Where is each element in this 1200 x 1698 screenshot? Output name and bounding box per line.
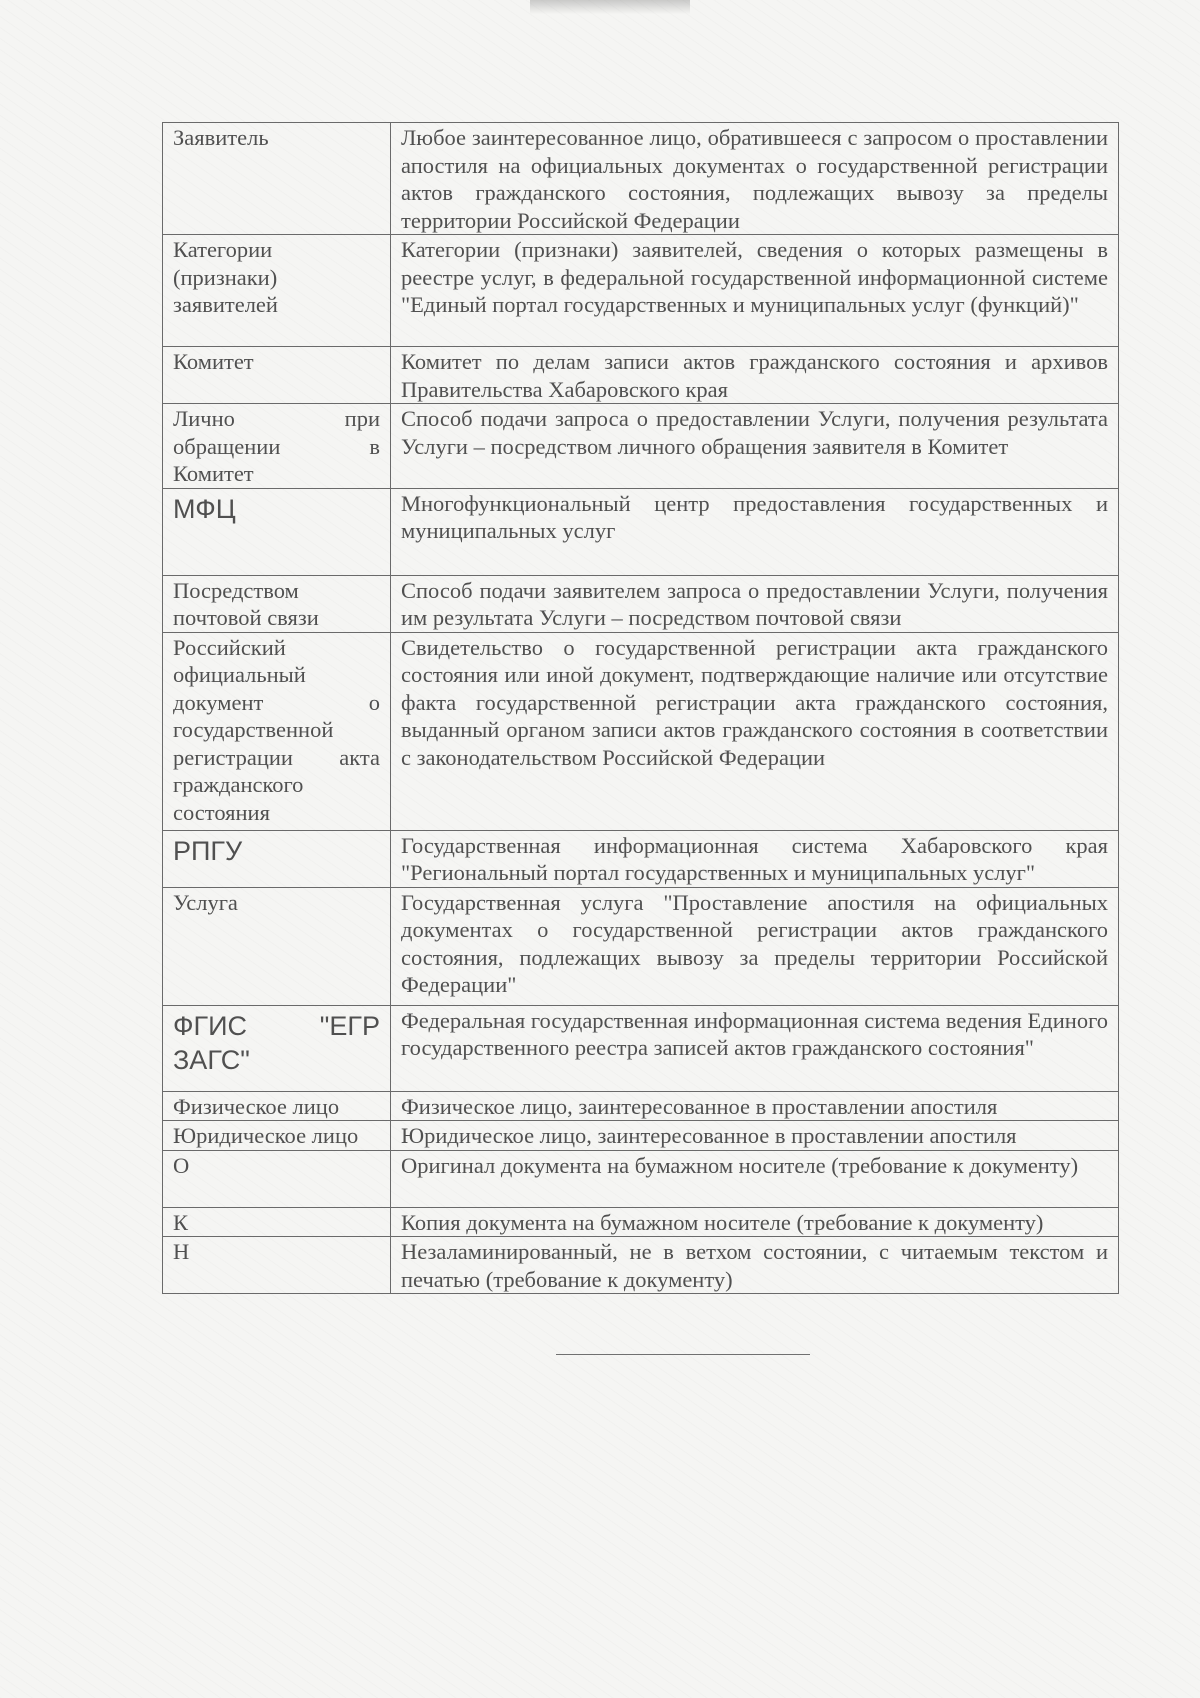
end-of-document-rule bbox=[556, 1354, 810, 1355]
term-cell: К bbox=[163, 1207, 391, 1237]
term-cell: Комитет bbox=[163, 347, 391, 404]
definition-cell: Свидетельство о государственной регистрации акта гражданского состояния или иной документ, подтверждающие наличие или отсутствие факта государственной регистрации акта гражданского состояния, выданный органом записи актов гражданского состояния в соответствии с законодательством Российской Федерации bbox=[391, 632, 1119, 830]
definition-cell: Категории (признаки) заявителей, сведения о которых размещены в реестре услуг, в федеральной государственной информационной системе "Единый портал государственных и муниципальных услуг (функций)" bbox=[391, 235, 1119, 347]
scan-artifact bbox=[530, 0, 690, 14]
term-cell: Заявитель bbox=[163, 123, 391, 235]
definition-cell: Физическое лицо, заинтересованное в проставлении апостиля bbox=[391, 1091, 1119, 1121]
term-cell: РПГУ bbox=[163, 830, 391, 887]
table-row bbox=[163, 575, 1119, 632]
definition-cell: Способ подачи запроса о предоставлении Услуги, получения результата Услуги – посредством личного обращения заявителя в Комитет bbox=[391, 404, 1119, 489]
table-row bbox=[163, 1237, 1119, 1294]
term-cell: Российский официальный документ о государственной регистрации акта гражданского состояния bbox=[163, 632, 391, 830]
definition-cell: Юридическое лицо, заинтересованное в проставлении апостиля bbox=[391, 1121, 1119, 1151]
table-row bbox=[163, 830, 1119, 887]
table-row bbox=[163, 347, 1119, 404]
table-row bbox=[163, 1091, 1119, 1121]
term-cell: Категории (признаки) заявителей bbox=[163, 235, 391, 347]
term-cell: МФЦ bbox=[163, 488, 391, 575]
definition-cell: Государственная информационная система Хабаровского края "Региональный портал государственных и муниципальных услуг" bbox=[391, 830, 1119, 887]
definition-cell: Федеральная государственная информационная система ведения Единого государственного реестра записей актов гражданского состояния" bbox=[391, 1005, 1119, 1091]
definition-cell: Государственная услуга "Проставление апостиля на официальных документах о государственной регистрации актов гражданского состояния, подлежащих вывозу за пределы территории Российской Федерации" bbox=[391, 887, 1119, 1005]
definition-cell: Многофункциональный центр предоставления государственных и муниципальных услуг bbox=[391, 488, 1119, 575]
term-cell: Услуга bbox=[163, 887, 391, 1005]
definition-cell: Незаламинированный, не в ветхом состоянии, с читаемым текстом и печатью (требование к документу) bbox=[391, 1237, 1119, 1294]
term-cell: Юридическое лицо bbox=[163, 1121, 391, 1151]
term-cell: Посредством почтовой связи bbox=[163, 575, 391, 632]
table-row bbox=[163, 1150, 1119, 1207]
definition-cell: Комитет по делам записи актов гражданского состояния и архивов Правительства Хабаровского края bbox=[391, 347, 1119, 404]
term-cell: ФГИС "ЕГР ЗАГС" bbox=[163, 1005, 391, 1091]
definition-cell: Любое заинтересованное лицо, обратившееся с запросом о проставлении апостиля на официальных документах о государственной регистрации актов гражданского состояния, подлежащих вывозу за пределы территории Российской Федерации bbox=[391, 123, 1119, 235]
definition-cell: Оригинал документа на бумажном носителе (требование к документу) bbox=[391, 1150, 1119, 1207]
table-row bbox=[163, 488, 1119, 575]
definition-cell: Копия документа на бумажном носителе (требование к документу) bbox=[391, 1207, 1119, 1237]
glossary-table bbox=[162, 122, 1119, 1294]
term-cell: Лично при обращении в Комитет bbox=[163, 404, 391, 489]
term-cell: О bbox=[163, 1150, 391, 1207]
definition-cell: Способ подачи заявителем запроса о предоставлении Услуги, получения им результата Услуги – посредством почтовой связи bbox=[391, 575, 1119, 632]
term-cell: Физическое лицо bbox=[163, 1091, 391, 1121]
table-row bbox=[163, 1207, 1119, 1237]
table-row bbox=[163, 1121, 1119, 1151]
table-row bbox=[163, 404, 1119, 489]
table-row bbox=[163, 887, 1119, 1005]
table-row bbox=[163, 235, 1119, 347]
table-row bbox=[163, 1005, 1119, 1091]
term-cell: Н bbox=[163, 1237, 391, 1294]
table-row bbox=[163, 632, 1119, 830]
table-row bbox=[163, 123, 1119, 235]
